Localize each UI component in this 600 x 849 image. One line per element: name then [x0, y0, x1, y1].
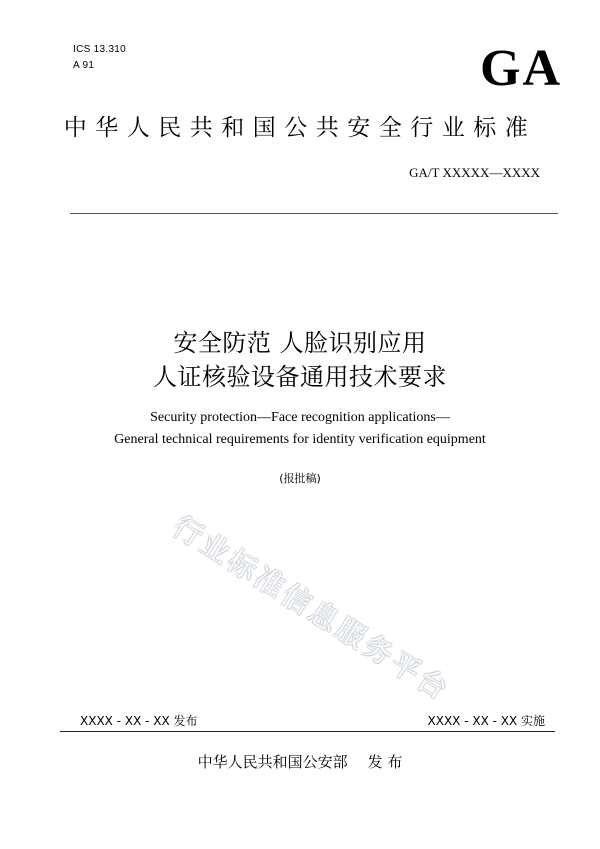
standard-number: GA/T XXXXX—XXXX — [409, 165, 540, 180]
issuer-line — [0, 752, 600, 772]
issue-date: XXXX - XX - XX 发布 — [80, 714, 198, 728]
issuer-name: 中华人民共和国公安部 — [197, 753, 348, 771]
ics-code: ICS 13.310 — [73, 44, 127, 55]
title-cn-line1: 安全防范 人脸识别应用 — [173, 329, 427, 357]
top-divider — [70, 213, 558, 214]
watermark: 行业标准信息服务平台 — [166, 509, 457, 708]
title-en-line1: Security protection—Face recognition applications— — [150, 410, 450, 425]
title-en-line2: General technical requirements for identity verification equipment — [114, 432, 486, 447]
standard-type: 中华人民共和国公共安全行业标准 — [63, 115, 537, 141]
bottom-divider — [60, 731, 555, 732]
ga-logo: GA — [480, 40, 562, 97]
ccs-code: A 91 — [73, 60, 95, 71]
implement-date: XXXX - XX - XX 实施 — [427, 714, 545, 728]
draft-status: (报批稿) — [279, 472, 321, 485]
issue-label: 发 布 — [367, 753, 403, 771]
title-cn-line2: 人证核验设备通用技术要求 — [153, 363, 447, 391]
